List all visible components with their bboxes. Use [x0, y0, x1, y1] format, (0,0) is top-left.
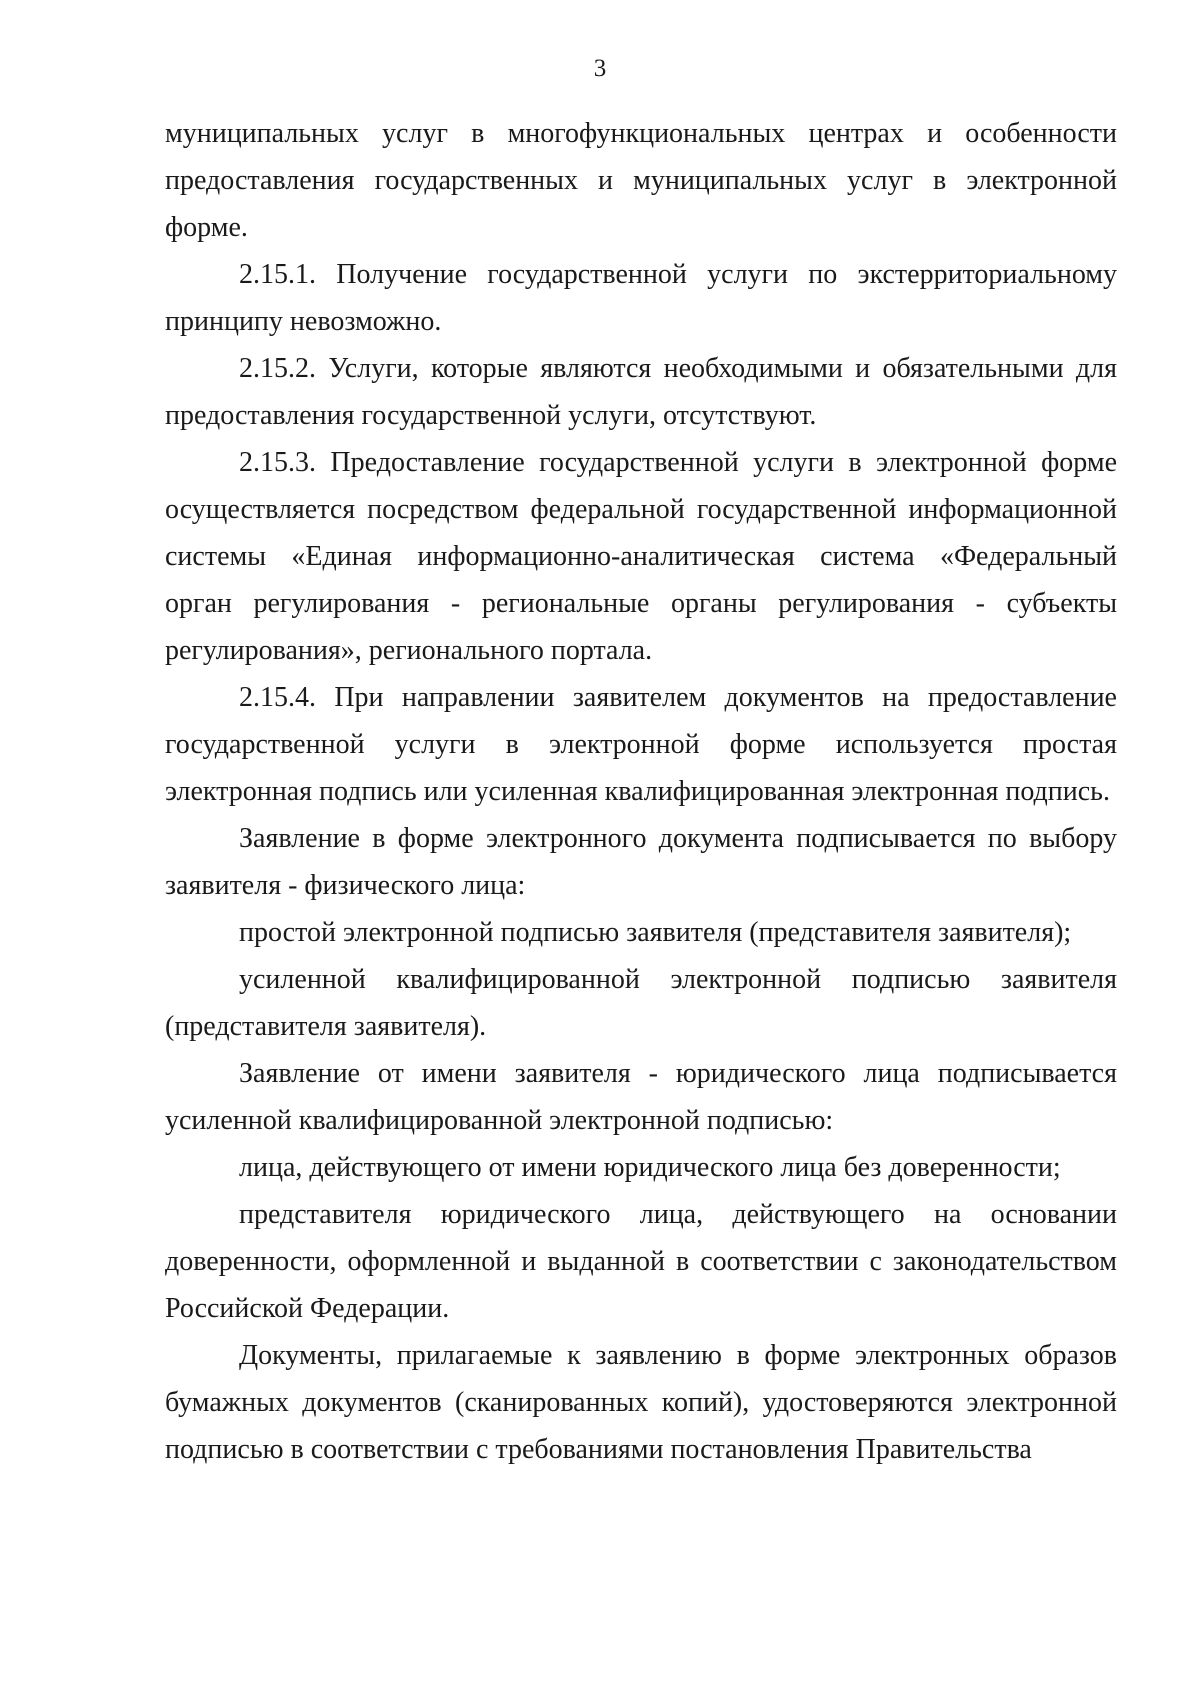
list-item-representative: представителя юридического лица, действующего на основании доверенности, оформленной и выданной в соответствии с законодательством Российской Федерации.	[165, 1199, 1117, 1324]
paragraph-2-15-1: 2.15.1. Получение государственной услуги по экстерриториальному принципу невозможно.	[165, 259, 1117, 337]
paragraph-individual-signature: Заявление в форме электронного документа подписывается по выбору заявителя - физического лица:	[165, 823, 1117, 901]
paragraph-legal-entity-signature: Заявление от имени заявителя - юридического лица подписывается усиленной квалифицированной электронной подписью:	[165, 1058, 1117, 1136]
paragraph-continuation: муниципальных услуг в многофункциональных центрах и особенности предоставления государственных и муниципальных услуг в электронной форме.	[165, 118, 1117, 243]
paragraph-2-15-4: 2.15.4. При направлении заявителем документов на предоставление государственной услуги в электронной форме используется простая электронная подпись или усиленная квалифицированная электронная подпись.	[165, 682, 1117, 807]
list-item-simple-signature: простой электронной подписью заявителя (представителя заявителя);	[239, 917, 1072, 948]
paragraph-attached-documents: Документы, прилагаемые к заявлению в форме электронных образов бумажных документов (сканированных копий), удостоверяются электронной подписью в соответствии с требованиями постановления Правительства	[165, 1340, 1117, 1465]
paragraph-2-15-3: 2.15.3. Предоставление государственной услуги в электронной форме осуществляется посредством федеральной государственной информационной системы «Единая информационно-аналитическая система «Федеральный орган регулирования - региональные органы регулирования - субъекты регулирования», регионального портала.	[165, 447, 1117, 666]
list-item-without-power-of-attorney: лица, действующего от имени юридического лица без доверенности;	[239, 1152, 1061, 1183]
list-item-qualified-signature: усиленной квалифицированной электронной подписью заявителя (представителя заявителя).	[165, 964, 1117, 1042]
paragraph-2-15-2: 2.15.2. Услуги, которые являются необходимыми и обязательными для предоставления государственной услуги, отсутствуют.	[165, 353, 1117, 431]
document-body	[165, 110, 1117, 1473]
page-number: 3	[593, 55, 607, 82]
